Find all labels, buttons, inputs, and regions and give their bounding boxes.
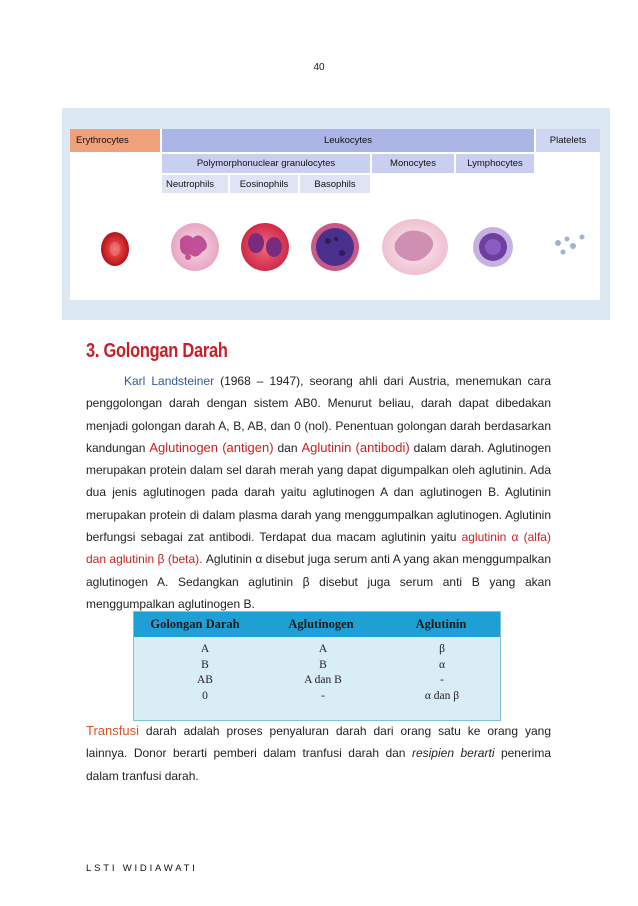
leukocytes-header: Leukocytes xyxy=(162,129,534,152)
table-cell: B xyxy=(319,658,327,671)
column-aglutinin xyxy=(384,642,500,704)
neutrophils-header: Neutrophils xyxy=(162,175,228,193)
paragraph2-text-1: darah adalah proses penyaluran darah dari orang satu ke orang yang lainnya. Donor berarti pemberi dalam tranfusi darah dan xyxy=(86,724,551,761)
header-golongan-darah: Golongan Darah xyxy=(150,617,240,631)
table-cell: A xyxy=(200,643,210,655)
lymphocyte-cell xyxy=(473,227,513,267)
table-cell: β xyxy=(439,643,445,655)
table-cell: AB xyxy=(197,674,213,686)
paragraph1-text-3: dalam darah. Aglutinogen merupakan protein dalam sel darah merah yang dapat digumpalkan oleh aglutinin. Ada dua jenis aglutinogen pada darah yaitu aglutinogen A dan aglutinogen B. Aglutinin merupakan protein di dalam plasma darah yang menggumpalkan aglutinogen. Aglutinin berfungsi sebagai zat antibodi. Terdapat dua macam aglutinin yaitu xyxy=(86,440,551,545)
section-heading: 3. Golongan Darah xyxy=(86,340,228,362)
platelets-header: Platelets xyxy=(536,129,600,152)
name-landsteiner: Karl Landsteiner xyxy=(124,374,215,388)
column-aglutinogen xyxy=(262,642,384,704)
erythrocyte-cell xyxy=(101,232,129,266)
table-cell: 0 xyxy=(202,689,208,702)
term-aglutinogen: Aglutinogen (antigen) xyxy=(149,439,274,455)
monocyte-cell xyxy=(382,219,448,275)
paragraph1-text-1: (1968 – 1947), seorang ahli dari Austria, menemukan cara penggolongan darah dengan sistem AB0. Menurut beliau, darah dapat dibedakan menjadi golongan darah A, B, AB, dan 0 (nol). Penentuan golongan darah berdasarkan kandungan xyxy=(86,374,551,455)
table-cell: α xyxy=(438,658,446,671)
blood-cell-figure xyxy=(62,108,610,320)
term-alfa-beta: aglutinin α (alfa) dan aglutinin β (beta). xyxy=(86,530,551,567)
eosinophils-header: Eosinophils xyxy=(230,175,298,193)
eosinophil-cell xyxy=(241,223,289,271)
basophils-header: Basophils xyxy=(300,175,370,193)
polymorphonuclear-header: Polymorphonuclear granulocytes xyxy=(162,154,370,173)
paragraph1-text-2: dan xyxy=(273,440,302,455)
table-cell: A dan B xyxy=(304,674,342,686)
blood-group-table xyxy=(133,611,501,721)
paragraph2-text-2: penerima dalam tranfusi darah. xyxy=(86,746,551,783)
footer-author: LSTI WIDIAWATI xyxy=(86,863,198,874)
table-header-row xyxy=(134,612,500,637)
table-cell: α dan β xyxy=(424,689,460,702)
lymphocytes-header: Lymphocytes xyxy=(456,154,534,173)
paragraph-golongan-darah xyxy=(86,370,551,615)
table-cell: A xyxy=(318,643,328,655)
header-aglutinogen: Aglutinogen xyxy=(288,617,354,631)
cell-illustrations xyxy=(70,195,600,300)
header-aglutinin: Aglutinin xyxy=(415,617,467,631)
basophil-cell xyxy=(311,223,359,271)
platelet-cells xyxy=(555,235,585,255)
table-cell: - xyxy=(321,689,325,702)
neutrophil-cell xyxy=(171,223,219,271)
term-aglutinin: Aglutinin (antibodi) xyxy=(301,439,410,455)
paragraph1-text-4: Aglutinin α disebut juga serum anti A yang akan menggumpalkan aglutinogen A. Sedangkan aglutinin β disebut juga serum anti B yang akan menggumpalkan aglutinogen B. xyxy=(86,552,552,611)
column-golongan xyxy=(134,642,276,704)
erythrocytes-header: Erythrocytes xyxy=(70,129,160,152)
blood-cell-chart xyxy=(70,129,600,300)
table-cell: B xyxy=(201,658,209,671)
monocytes-header: Monocytes xyxy=(372,154,454,173)
paragraph-transfusi xyxy=(86,720,551,787)
term-transfusi: Transfusi xyxy=(86,723,139,738)
table-cell: - xyxy=(440,674,444,686)
page-number: 40 xyxy=(313,62,325,73)
term-resipien: resipien berarti xyxy=(411,746,495,761)
